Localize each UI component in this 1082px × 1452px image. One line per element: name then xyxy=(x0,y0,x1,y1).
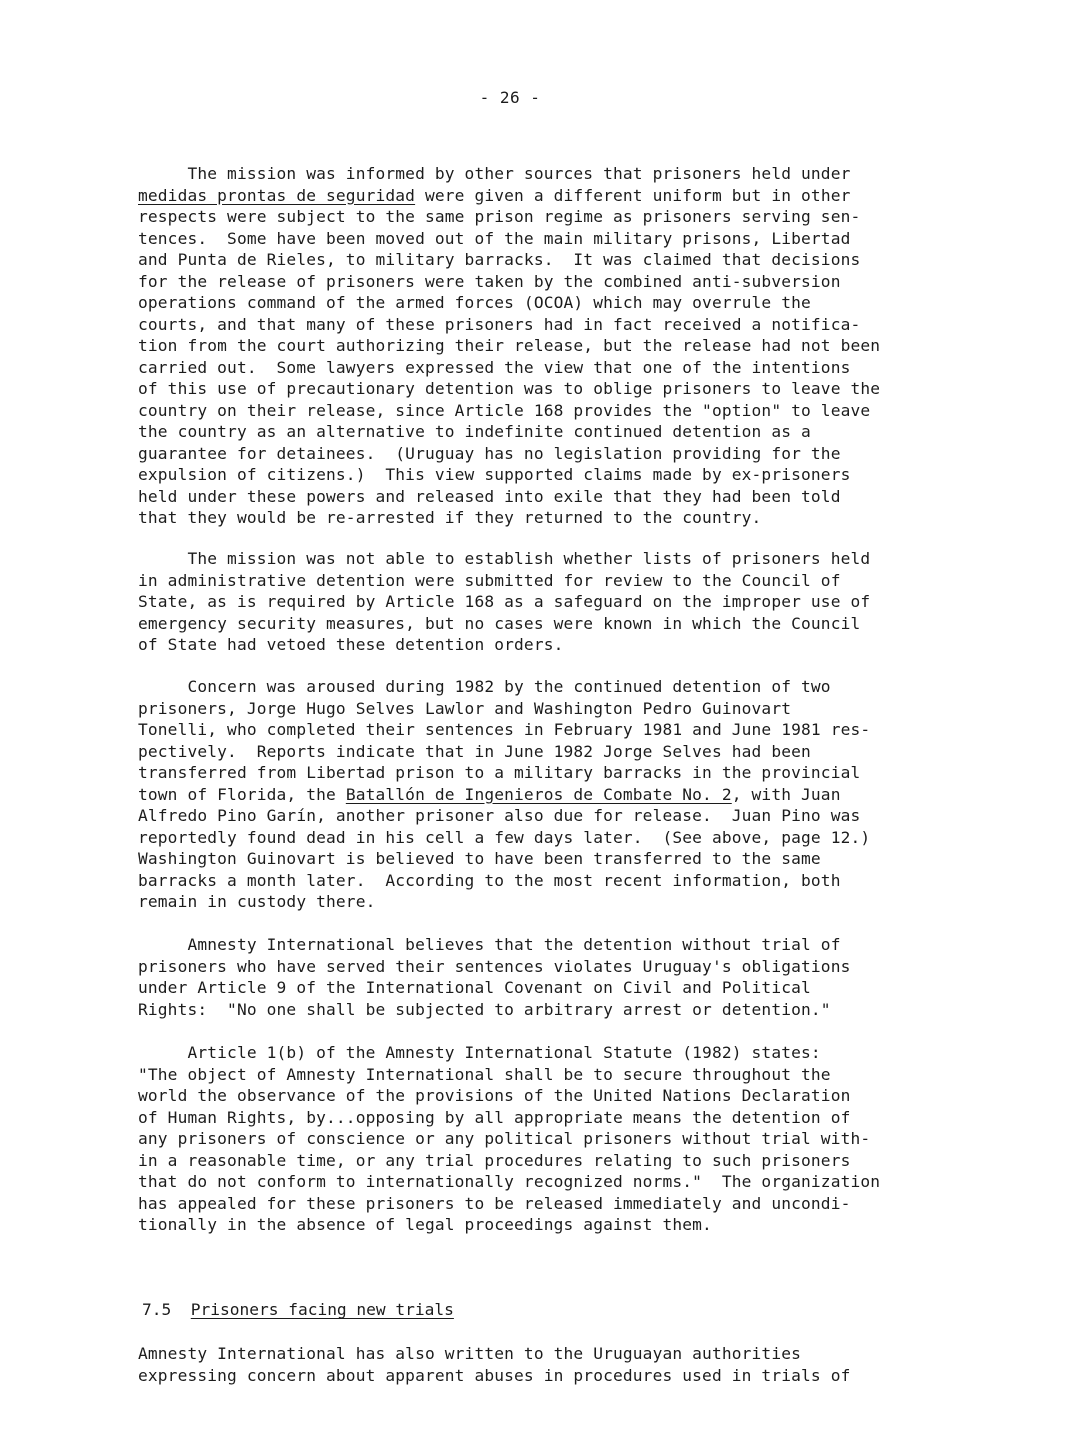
text-segment: that they would be re-arrested if they returned to the country. xyxy=(138,508,762,527)
text-segment: tences. Some have been moved out of the main military prisons, Libertad xyxy=(138,228,851,248)
text-line xyxy=(138,934,958,956)
text-line xyxy=(138,613,958,635)
section-title: Prisoners facing new trials xyxy=(190,1300,454,1319)
text-segment: town of Florida, the xyxy=(138,784,346,804)
text-line xyxy=(138,185,958,207)
text-line xyxy=(138,1085,958,1107)
text-segment: tion from the court authorizing their release, but the release had not been xyxy=(138,336,881,355)
text-segment: expulsion of citizens.) This view supported claims made by ex-prisoners xyxy=(138,465,851,484)
text-line xyxy=(138,634,958,656)
text-segment: has appealed for these prisoners to be released immediately and uncondi- xyxy=(138,1193,851,1213)
text-line xyxy=(138,378,958,400)
text-segment: Alfredo Pino Garín, another prisoner also due for release. Juan Pino was xyxy=(138,806,861,825)
text-segment: guarantee for detainees. (Uruguay has no legislation providing for the xyxy=(138,443,841,463)
text-line xyxy=(138,570,958,592)
text-segment: country on their release, since Article 168 provides the "option" to leave xyxy=(138,400,871,420)
text-line xyxy=(138,228,958,250)
section-heading xyxy=(142,1299,454,1321)
text-segment: prisoners who have served their sentences violates Uruguay's obligations xyxy=(138,956,851,976)
text-line xyxy=(138,977,958,999)
text-line xyxy=(138,1214,958,1236)
text-line xyxy=(138,591,958,613)
text-line xyxy=(138,335,958,357)
text-line xyxy=(138,698,958,720)
text-segment: that do not conform to internationally recognized norms." The organization xyxy=(138,1172,881,1191)
underlined-text: Batallón de Ingenieros de Combate No. 2 xyxy=(345,784,732,804)
text-line xyxy=(138,486,958,508)
text-segment: Concern was aroused during 1982 by the continued detention of two xyxy=(138,677,831,696)
paragraph xyxy=(138,934,958,1020)
text-segment: in administrative detention were submitted for review to the Council of xyxy=(138,570,841,590)
text-segment: transferred from Libertad prison to a military barracks in the provincial xyxy=(138,763,861,782)
text-segment: of Human Rights, by...opposing by all appropriate means the detention of xyxy=(138,1107,851,1127)
text-line xyxy=(138,400,958,422)
text-line xyxy=(138,784,958,806)
text-segment: remain in custody there. xyxy=(138,892,376,911)
text-line xyxy=(138,956,958,978)
text-line xyxy=(138,1107,958,1129)
paragraph xyxy=(138,1042,958,1236)
text-segment: Amnesty International has also written to the Uruguayan authorities xyxy=(138,1344,802,1363)
text-segment: barracks a month later. According to the most recent information, both xyxy=(138,870,841,890)
text-segment: any prisoners of conscience or any political prisoners without trial with- xyxy=(138,1129,871,1148)
text-line xyxy=(138,163,958,185)
text-line xyxy=(138,1343,958,1365)
text-segment: operations command of the armed forces (OCOA) which may overrule the xyxy=(138,293,811,312)
page-number: - 26 - xyxy=(479,88,541,107)
text-line xyxy=(138,249,958,271)
text-segment: for the release of prisoners were taken by the combined anti-subversion xyxy=(138,271,841,291)
text-line xyxy=(138,1128,958,1150)
text-line xyxy=(138,848,958,870)
text-segment: The mission was not able to establish whether lists of prisoners held xyxy=(138,549,871,568)
text-line xyxy=(138,1150,958,1172)
paragraph xyxy=(138,1343,958,1386)
text-line xyxy=(138,1042,958,1064)
text-segment: "The object of Amnesty International shall be to secure throughout the xyxy=(138,1064,831,1084)
text-segment: the country as an alternative to indefinite continued detention as a xyxy=(138,422,811,441)
text-segment: of State had vetoed these detention orders. xyxy=(138,635,564,654)
text-segment: held under these powers and released into exile that they had been told xyxy=(138,486,841,506)
text-line xyxy=(138,206,958,228)
text-line xyxy=(138,292,958,314)
text-line xyxy=(138,870,958,892)
text-line xyxy=(138,548,958,570)
text-segment: expressing concern about apparent abuses in procedures used in trials of xyxy=(138,1365,851,1385)
paragraph xyxy=(138,548,958,656)
text-segment: courts, and that many of these prisoners had in fact received a notifica- xyxy=(138,314,861,334)
text-segment: emergency security measures, but no cases were known in which the Council xyxy=(138,613,861,633)
text-segment: respects were subject to the same prison regime as prisoners serving sen- xyxy=(138,207,861,226)
text-segment: under Article 9 of the International Covenant on Civil and Political xyxy=(138,978,811,997)
text-segment: tionally in the absence of legal proceedings against them. xyxy=(138,1215,712,1234)
underlined-text: medidas prontas de seguridad xyxy=(138,185,416,205)
text-line xyxy=(138,421,958,443)
text-segment: reportedly found dead in his cell a few days later. (See above, page 12.) xyxy=(138,827,871,847)
text-line xyxy=(138,999,958,1021)
text-line xyxy=(138,676,958,698)
text-line xyxy=(138,357,958,379)
text-segment: prisoners, Jorge Hugo Selves Lawlor and Washington Pedro Guinovart xyxy=(138,698,792,718)
text-line xyxy=(138,464,958,486)
text-line xyxy=(138,507,958,529)
text-segment: of this use of precautionary detention was to oblige prisoners to leave the xyxy=(138,379,881,398)
section-number: 7.5 xyxy=(142,1300,172,1319)
text-line xyxy=(138,271,958,293)
text-line xyxy=(138,1193,958,1215)
text-segment: world the observance of the provisions of the United Nations Declaration xyxy=(138,1086,851,1105)
text-line xyxy=(138,443,958,465)
text-segment: State, as is required by Article 168 as a safeguard on the improper use of xyxy=(138,592,871,611)
text-line xyxy=(138,762,958,784)
text-segment: were given a different uniform but in other xyxy=(415,185,851,205)
text-segment: pectively. Reports indicate that in June 1982 Jorge Selves had been xyxy=(138,741,811,761)
paragraph xyxy=(138,676,958,913)
text-segment: carried out. Some lawyers expressed the view that one of the intentions xyxy=(138,357,851,377)
text-line xyxy=(138,314,958,336)
text-segment: Amnesty International believes that the detention without trial of xyxy=(138,935,841,954)
text-line xyxy=(138,805,958,827)
text-line xyxy=(138,1365,958,1387)
text-segment: Rights: "No one shall be subjected to arbitrary arrest or detention." xyxy=(138,999,831,1019)
text-segment: Article 1(b) of the Amnesty International Statute (1982) states: xyxy=(138,1043,821,1062)
text-segment: in a reasonable time, or any trial procedures relating to such prisoners xyxy=(138,1150,851,1170)
text-segment: Tonelli, who completed their sentences in February 1981 and June 1981 res- xyxy=(138,720,871,739)
text-line xyxy=(138,741,958,763)
text-line xyxy=(138,891,958,913)
paragraph xyxy=(138,163,958,529)
text-line xyxy=(138,1171,958,1193)
text-line xyxy=(138,827,958,849)
text-line xyxy=(138,1064,958,1086)
text-line xyxy=(138,719,958,741)
text-segment: and Punta de Rieles, to military barracks. It was claimed that decisions xyxy=(138,250,861,269)
text-segment: , with Juan xyxy=(731,784,841,804)
text-segment: The mission was informed by other sources that prisoners held under xyxy=(138,164,851,183)
text-segment: Washington Guinovart is believed to have been transferred to the same xyxy=(138,849,821,868)
